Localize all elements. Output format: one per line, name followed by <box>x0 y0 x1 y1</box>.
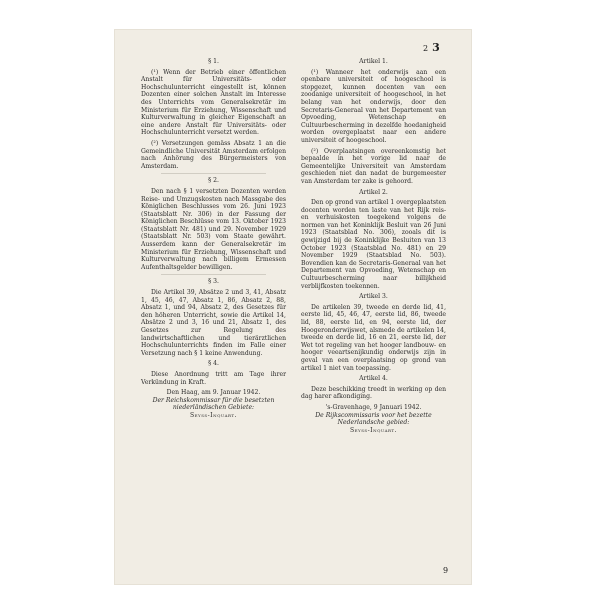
paragraph: Den nach § 1 versetzten Dozenten werden Reise- und Umzugskosten nach Massgabe des Königlichen Beschlusses vom 26. Juni 1923 (Staatsblatt Nr. 306) in der Fassung der Königlichen Beschlüsse vom 13. Oktober 1923 (Staatsblatt Nr. 481) und 29. November 1929 (Staatsblatt Nr. 503) vom Staate gewährt. Ausserdem kann der Generalsekretär im Ministerium für Erziehung, Wissenschaft und Kulturverwaltung nach billigem Ermessen Aufenthaltsgelder bewilligen. <box>141 187 286 271</box>
paragraph: Diese Anordnung tritt am Tage ihrer Verkündung in Kraft. <box>141 370 286 386</box>
paragraph: (¹) Wanneer het onderwijs aan een openbare universiteit of hoogeschool is stopgezet, kunnen docenten van een zoodanige universiteit of hoogeschool, in het belang van het onderwijs, door den Secretaris-Generaal van het Departement van Opvoeding, Wetenschap en Cultuurbescherming in dezelfde hoedanigheid worden overgeplaatst naar een andere universiteit of hoogeschool. <box>301 68 446 144</box>
paragraph: Den op grond van artikel 1 overgeplaatsten docenten worden ten laste van het Rijk reis- en verhuiskosten toegekend volgens de normen van het Koninklijk Besluit van 26 Juni 1923 (Staatsblad No. 306), zooals dit is gewijzigd bij de Koninklijke Besluiten van 13 October 1923 (Staatsblad No. 481) en 29 November 1929 (Staatsblad No. 503). Bovendien kan de Secretaris-Generaal van het Departement van Opvoeding, Wetenschap en Cultuurbescherming naar billijkheid verblijfkosten toekennen. <box>301 199 446 290</box>
signer-title: De Rijkscommissaris voor het bezette Nederlandsche gebied: <box>315 411 432 427</box>
signer-name: Seyss-Inquart. <box>349 426 398 434</box>
section-heading: § 3. <box>208 278 219 286</box>
paragraph: De artikelen 39, tweede en derde lid, 41, eerste lid, 45, 46, 47, eerste lid, 86, tweede lid, 88, eerste lid, en 94, eerste lid, der Hoogeronderwijswet, alsmede de artikelen 14, tweede en derde lid, 16 en 21, eerste lid, der Wet tot regeling van het hooger landbouw- en hooger veeartsenijkundig onderwijs zijn in geval van een overplaatsing op grond van artikel 1 niet van toepassing. <box>301 303 446 372</box>
article-heading: Artikel 3. <box>359 293 388 301</box>
signer-name: Seyss-Inquart. <box>189 411 238 419</box>
signer-title: Der Reichskommissar für die besetzten niederländischen Gebiete: <box>152 396 275 412</box>
divider <box>161 274 266 275</box>
page-number-top-bold: 3 <box>432 41 441 54</box>
paragraph: (²) Overplaatsingen overeenkomstig het bepaalde in het vorige lid naar de Gemeentelijke Universiteit van Amsterdam geschieden niet dan nadat de burgemeester van Amsterdam ter zake is gehoord. <box>301 147 446 185</box>
place-date: Den Haag, am 9. Januar 1942. <box>166 389 261 397</box>
page-number-bottom: 9 <box>443 566 449 575</box>
paragraph: Die Artikel 39, Absätze 2 und 3, 41, Absatz 1, 45, 46, 47, Absatz 1, 86, Absatz 2, 88, Absatz 1, und 94, Absatz 2, des Gesetzes für den höheren Unterricht, sowie die Artikel 14, Absätze 2 und 3, 16 und 21, Absatz 1, des Gesetzes zur Regelung des landwirtschaftlichen und tierärztlichen Hochschulunterrichts finden im Falle einer Versetzung nach § 1 keine Anwendung. <box>141 289 286 357</box>
place-date: 's-Gravenhage, 9 Januari 1942. <box>325 403 422 411</box>
article-heading: Artikel 1. <box>359 58 388 65</box>
page-number-top-small: 2 <box>423 44 430 53</box>
paragraph: Deze beschikking treedt in werking op den dag harer afkondiging. <box>301 385 446 401</box>
dutch-column <box>301 58 446 434</box>
divider <box>161 173 266 174</box>
article-heading: Artikel 4. <box>359 375 388 383</box>
section-heading: § 2. <box>208 177 219 185</box>
document-page <box>115 30 471 584</box>
page-number-top <box>423 41 441 54</box>
article-heading: Artikel 2. <box>359 188 388 196</box>
paragraph: (²) Versetzungen gemäss Absatz 1 an die Gemeindliche Universität Amsterdam erfolgen nach Anhörung des Bürgermeisters von Amsterdam. <box>141 139 286 170</box>
german-column <box>141 58 286 420</box>
section-heading: § 4. <box>208 360 219 368</box>
section-heading: § 1. <box>208 58 219 65</box>
paragraph: (¹) Wenn der Betrieb einer öffentlichen Anstalt für Universitäts- oder Hochschulunterricht eingestellt ist, können Dozenten einer solchen Anstalt im Interesse des Unterrichts vom Generalsekretär im Ministerium für Erziehung, Wissenschaft und Kulturverwaltung in gleicher Eigenschaft an eine andere Anstalt für Universitäts- oder Hochschulunterricht versetzt werden. <box>141 68 286 137</box>
